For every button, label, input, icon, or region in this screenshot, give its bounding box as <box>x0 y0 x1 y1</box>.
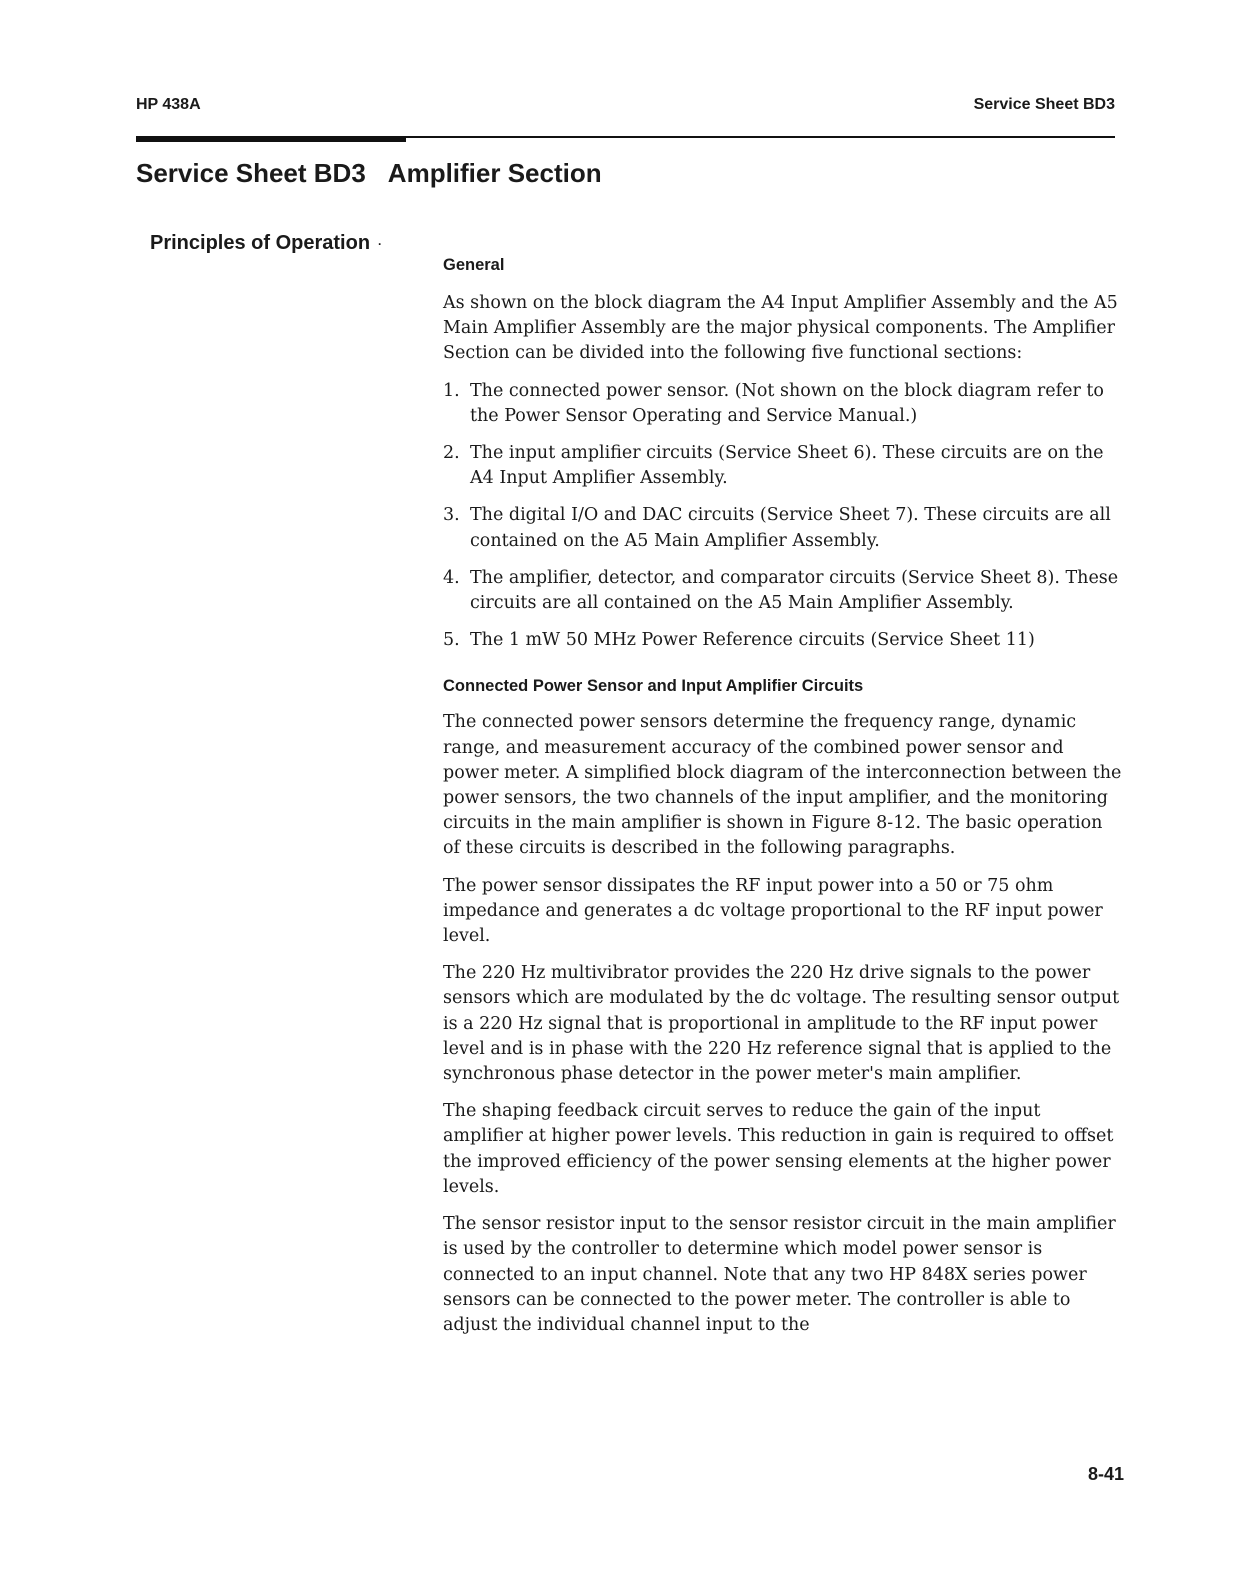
page-number: 8-41 <box>1087 1464 1124 1484</box>
list-item-text: The digital I/O and DAC circuits (Service Sheet 7). These circuits are all contained on the A5 Main Amplifier Assembly. <box>470 505 1111 551</box>
list-item-number: 3. <box>443 505 460 526</box>
sensor-paragraph: The power sensor dissipates the RF input power into a 50 or 75 ohm impedance and generates a dc voltage proportional to the RF input power level. <box>443 875 1103 947</box>
list-item-number: 2. <box>443 443 460 464</box>
running-header <box>136 96 1115 116</box>
side-heading-text: Principles of Operation <box>150 232 371 254</box>
list-item <box>443 441 1123 491</box>
sensor-section-heading: Connected Power Sensor and Input Amplifier Circuits <box>443 677 864 696</box>
general-intro: As shown on the block diagram the A4 Input Amplifier Assembly and the A5 Main Amplifier Assembly are the major physical components. The Amplifier Section can be divided into the following five functional sections: <box>443 293 1118 364</box>
list-item-text: The 1 mW 50 MHz Power Reference circuits (Service Sheet 11) <box>470 630 1035 651</box>
header-model: HP 438A <box>136 96 201 113</box>
list-item-number: 5. <box>443 630 460 651</box>
sensor-paragraph: The sensor resistor input to the sensor resistor circuit in the main amplifier is used by the controller to determine which model power sensor is connected to an input channel. Note that any two HP 848X series power sensors can be connected to the power meter. The controller is able to adjust the individual channel input to the <box>443 1214 1116 1335</box>
header-section: Service Sheet BD3 <box>973 96 1115 113</box>
general-heading: General <box>443 256 505 274</box>
list-item-text: The connected power sensor. (Not shown on the block diagram refer to the Power Sensor Operating and Service Manual.) <box>470 380 1104 426</box>
page-title-section: Amplifier Section <box>387 158 602 188</box>
page-title-sheet: Service Sheet BD3 <box>136 158 366 188</box>
main-content <box>443 256 1123 1338</box>
list-item-number: 1. <box>443 380 460 401</box>
list-item <box>443 566 1123 616</box>
list-item-number: 4. <box>443 567 460 588</box>
side-heading-dot: · <box>378 236 383 251</box>
sensor-paragraph: The connected power sensors determine the frequency range, dynamic range, and measurement accuracy of the combined power sensor and power meter. A simplified block diagram of the interconnection between the power sensors, the two channels of the input amplifier, and the monitoring circuits in the main amplifier is shown in Figure 8-12. The basic operation of these circuits is described in the following paragraphs. <box>443 712 1122 859</box>
header-rule-bar <box>136 136 406 142</box>
section-list <box>443 379 1123 654</box>
list-item-text: The input amplifier circuits (Service Sheet 6). These circuits are on the A4 Input Amplifier Assembly. <box>470 443 1104 489</box>
sensor-paragraph: The shaping feedback circuit serves to reduce the gain of the input amplifier at higher power levels. This reduction in gain is required to offset the improved efficiency of the power sensing elements at the higher power levels. <box>443 1101 1114 1197</box>
list-item <box>443 503 1123 553</box>
list-item <box>443 379 1123 429</box>
page-title <box>136 158 602 189</box>
sensor-paragraph: The 220 Hz multivibrator provides the 220 Hz drive signals to the power sensors which are modulated by the dc voltage. The resulting sensor output is a 220 Hz signal that is proportional in amplitude to the RF input power level and is in phase with the 220 Hz reference signal that is applied to the synchronous phase detector in the power meter's main amplifier. <box>443 963 1120 1085</box>
list-item-text: The amplifier, detector, and comparator circuits (Service Sheet 8). These circuits are all contained on the A5 Main Amplifier Assembly. <box>470 567 1119 614</box>
list-item <box>443 628 1123 653</box>
side-heading <box>150 232 382 255</box>
